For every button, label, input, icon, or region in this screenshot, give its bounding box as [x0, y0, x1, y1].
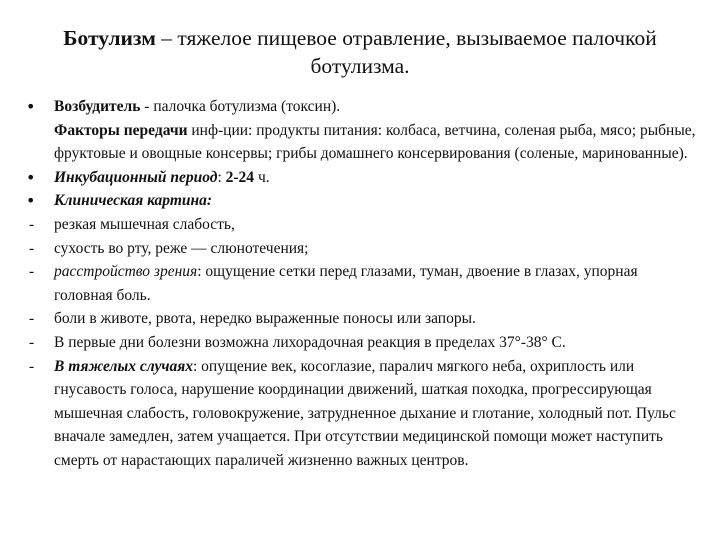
incubation-value: 2-24	[225, 168, 255, 186]
item-text: : опущение век, косоглазие, паралич мягкого неба, охриплость или гнусавость голоса, нарушение координации движений, шаткая походка, прогрессирующая мышечная слабость, головокружение, затрудненное дыхание и глотание, холодный пот. Пульс вначале замедлен, затем учащается. При отсутствии медицинской помощи может наступить смерть от нарастающих параличей жизненно важных центров.	[54, 357, 676, 469]
list-item-dry-mouth	[0, 237, 720, 261]
item-text: резкая мышечная слабость,	[54, 215, 235, 233]
item-text: сухость во рту, реже — слюнотечения;	[54, 239, 309, 257]
agent-label: Возбудитель	[54, 98, 141, 115]
bullet-list	[0, 95, 720, 473]
list-item-abdominal-pain	[0, 307, 720, 331]
incubation-unit: ч.	[254, 168, 270, 186]
title-definition: – тяжелое пищевое отравление, вызываемое палочкой ботулизма.	[155, 26, 657, 78]
dash-marker: -	[29, 215, 35, 233]
slide-title	[60, 24, 660, 80]
dash-marker: -	[29, 333, 35, 351]
incubation-separator: :	[217, 168, 226, 186]
incubation-label: Инкубационный период	[54, 168, 218, 186]
list-item-severe-cases	[0, 355, 720, 473]
bullet-marker: •	[26, 97, 36, 116]
dash-marker: -	[29, 239, 35, 257]
bullet-marker: •	[26, 167, 36, 187]
clinical-picture-label: Клиническая картина:	[54, 192, 213, 210]
list-item-fever	[0, 331, 720, 355]
list-item-incubation	[0, 166, 720, 190]
list-item-vision-disorder	[0, 260, 720, 307]
list-item-clinical-picture	[0, 189, 720, 213]
vision-disorder-label: расстройство зрения	[54, 263, 198, 281]
factors-text: инф-ции: продукты питания: колбаса, ветчина, соленая рыба, мясо; рыбные, фруктовые и овощные консервы; грибы домашнего консервирования (соленые, маринованные).	[54, 121, 696, 163]
severe-cases-label: В тяжелых случаях	[54, 357, 193, 375]
bullet-marker: •	[26, 191, 36, 211]
item-text: : ощущение сетки перед глазами, туман, двоение в глазах, упорная головная боль.	[54, 263, 638, 304]
agent-text: - палочка ботулизма (токсин).	[140, 98, 341, 115]
title-disease-name: Ботулизм	[63, 26, 156, 50]
item-text: боли в животе, рвота, нередко выраженные поносы или запоры.	[54, 310, 476, 328]
factors-label: Факторы передачи	[54, 121, 188, 139]
item-text: В первые дни болезни возможна лихорадочная реакция в пределах 37°-38° С.	[54, 333, 566, 351]
list-item-muscle-weakness	[0, 213, 720, 237]
dash-marker: -	[29, 263, 35, 281]
list-item-agent	[0, 95, 720, 166]
dash-marker: -	[29, 357, 35, 375]
dash-marker: -	[29, 310, 35, 328]
